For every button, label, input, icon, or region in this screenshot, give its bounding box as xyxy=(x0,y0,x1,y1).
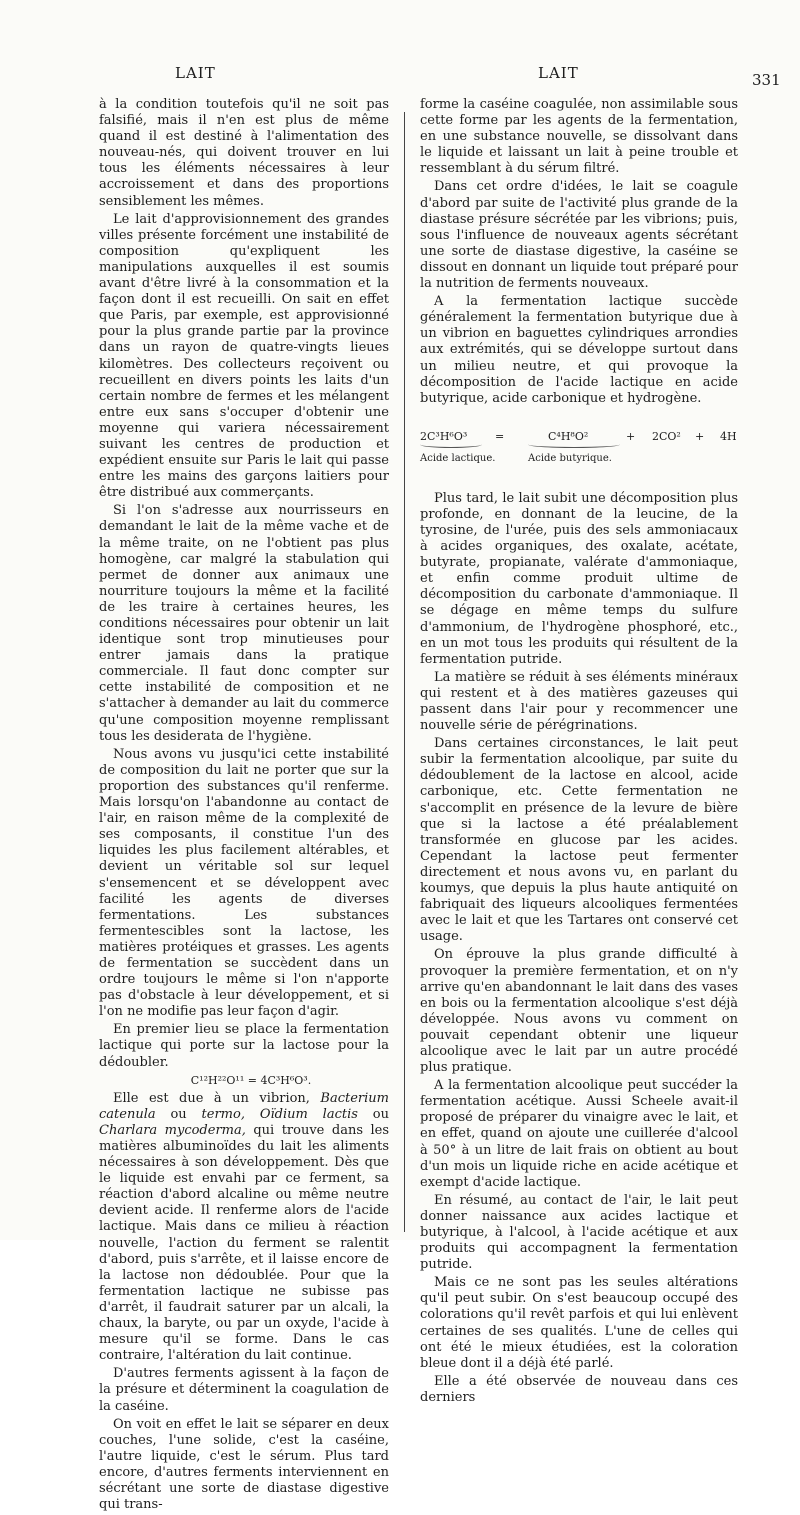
equation-rhs-3: 4H xyxy=(720,429,737,443)
right-column xyxy=(420,97,738,1408)
paragraph: On voit en effet le lait se séparer en deux couches, l'une solide, c'est la caséine, l'autre liquide, c'est le sérum. Plus tard encore, d'autres ferments interviennent en sécrétant une sorte de diastase digestive qui trans- xyxy=(99,1416,389,1513)
paragraph: Dans cet ordre d'idées, le lait se coagule d'abord par suite de l'activité plus grande de la diastase présure sécrétée par les vibrions; puis, sous l'influence de nouveaux agents sécrétant une sorte de diastase digestive, la caséine se dissout en donnant un liquide tout préparé pour la nutrition de ferments nouveaux. xyxy=(420,179,738,292)
equation-plus-1: + xyxy=(626,429,636,443)
left-column xyxy=(99,97,389,1515)
equation-rhs-1: C⁴H⁸O² xyxy=(548,429,589,443)
paragraph: Le lait d'approvisionnement des grandes villes présente forcément une instabilité de composition qu'expliquent les manipulations auxquelles il est soumis avant d'être livré à la consommation et la façon dont il est recueilli. On sait en effet que Paris, par exemple, est approvisionné pour la plus grande partie par la province dans un rayon de quatre-vingts lieues kilomètres. Des collecteurs reçoivent ou recueillent en divers points les laits d'un certain nombre de fermes et les mélangent entre eux sans s'occuper d'obtenir une moyenne qui variera nécessairement suivant les centres de production et expédient ensuite sur Paris le lait qui passe entre les mains des garçons laitiers pour être distribué aux commerçants. xyxy=(99,211,389,501)
paragraph: A la fermentation alcoolique peut succéder la fermentation acétique. Aussi Scheele avait-il proposé de préparer du vinaigre avec le lait, et en effet, quand on ajoute une cuillerée d'alcool à 50° à un litre de lait frais on obtient au bout d'un mois un liquide riche en acide acétique et exempt d'acide lactique. xyxy=(420,1078,738,1190)
paragraph: D'autres ferments agissent à la façon de la présure et déterminent la coagulation de la caséine. xyxy=(99,1366,389,1414)
paragraph: Plus tard, le lait subit une décomposition plus profonde, en donnant de la leucine, de la tyrosine, de l'urée, puis des sels ammoniacaux à acides organiques, des oxalate, acétate, butyrate, propianate, valérate d'ammoniaque, et enfin comme produit ultime de décomposition du carbonate d'ammoniaque. Il se dégage en même temps du sulfure d'ammonium, de l'hydrogène phosphoré, etc., en un mot tous les produits qui résultent de la fermentation putride. xyxy=(420,490,738,667)
paragraph: Elle a été observée de nouveau dans ces derniers xyxy=(420,1373,738,1405)
paragraph: forme la caséine coagulée, non assimilable sous cette forme par les agents de la fermentation, en une substance nouvelle, se dissolvant dans le liquide et laissant un lait à peine trouble et ressemblant à du sérum filtré. xyxy=(420,97,738,177)
running-head-right: LAIT xyxy=(538,64,579,82)
lactic-formula: C¹²H²²O¹¹ = 4C³H⁶O³. xyxy=(190,1073,312,1087)
running-head-left: LAIT xyxy=(175,64,216,82)
paragraph: Elle est due à un vibrion, Bacterium catenula ou termo, Oïdium lactis ou Charlara mycoderma, qui trouve dans les matières albuminoïdes du lait les aliments nécessaires à son développement. Dès que le liquide est envahi par ce ferment, sa réaction d'abord alcaline ou même neutre devient acide. Il renferme alors de l'acide lactique. Mais dans ce milieu à réaction nouvelle, l'action du ferment se ralentit d'abord, puis s'arrête, et il laisse encore de la lactose non dédoublée. Pour que la fermentation lactique ne subisse pas d'arrêt, il faudrait saturer par un alcali, la chaux, la baryte, ou par un oxyde, l'acide à mesure qu'il se forme. Dans le cas contraire, l'altération du lait continue. xyxy=(99,1090,390,1364)
paragraph: Mais ce ne sont pas les seules altérations qu'il peut subir. On s'est beaucoup occupé des colorations qu'il revêt parfois et qui lui enlèvent certaines de ses qualités. L'une de celles qui ont été le mieux étudiées, est la coloration bleue dont il a déjà été parlé. xyxy=(420,1275,738,1371)
page-number: 331 xyxy=(752,71,781,89)
label-acide-lactique: Acide lactique. xyxy=(420,452,496,464)
paragraph: à la condition toutefois qu'il ne soit pas falsifié, mais il n'en est plus de même quand il est destiné à l'alimentation des nouveau-nés, qui doivent trouver en lui tous les éléments nécessaires à leur accroissement et dans des proportions sensiblement les mêmes. xyxy=(99,97,389,209)
paragraph: La matière se réduit à ses éléments minéraux qui restent et à des matières gazeuses qui passent dans l'air pour y recommencer une nouvelle série de pérégrinations. xyxy=(420,669,738,734)
equation-lhs: 2C³H⁶O³ xyxy=(420,429,468,443)
brace-lhs xyxy=(420,441,482,448)
paragraph: Nous avons vu jusqu'ici cette instabilité de composition du lait ne porter que sur la proportion des substances qu'il renferme. Mais lorsqu'on l'abandonne au contact de l'air, en raison même de la complexité de ses composants, il constitue l'un des liquides les plus facilement altérables, et devient un véritable sol sur lequel s'ensemencent et se développent avec facilité les agents de diverses fermentations. Les substances fermentescibles sont la lactose, les matières protéiques et grasses. Les agents de fermentation se succèdent dans un ordre toujours le même si l'on n'apporte pas d'obstacle à leur développement, et si l'on ne modifie pas leur façon d'agir. xyxy=(99,746,389,1020)
butyric-equation xyxy=(420,427,738,475)
column-divider xyxy=(404,112,405,1232)
brace-rhs xyxy=(528,441,620,448)
paragraph: En premier lieu se place la fermentation lactique qui porte sur la lactose pour la dédoubler. xyxy=(99,1022,389,1070)
equation-plus-2: + xyxy=(695,429,705,443)
paragraph: A la fermentation lactique succède généralement la fermentation butyrique due à un vibrion en baguettes cylindriques arrondies aux extrémités, qui se développe surtout dans un milieu neutre, et qui provoque la décomposition de l'acide lactique en acide butyrique, acide carbonique et hydrogène. xyxy=(420,294,738,406)
paragraph: Dans certaines circonstances, le lait peut subir la fermentation alcoolique, par suite du dédoublement de la lactose en alcool, acide carbonique, etc. Cette fermentation ne s'accomplit en présence de la levure de bière que si la lactose a été préalablement transformée en glucose par les acides. Cependant la lactose peut fermenter directement et nous avons vu, en parlant du koumys, que depuis la plus haute antiquité on fabriquait des liqueurs alcooliques fermentées avec le lait et que les Tartares ont conservé cet usage. xyxy=(420,736,738,945)
paragraph: On éprouve la plus grande difficulté à provoquer la première fermentation, et on n'y arrive qu'en abandonnant le lait dans des vases en bois ou la fermentation alcoolique s'est déjà développée. Nous avons vu comment on pouvait cependant obtenir une liqueur alcoolique avec le lait par un autre procédé plus pratique. xyxy=(420,947,738,1076)
paragraph: En résumé, au contact de l'air, le lait peut donner naissance aux acides lactique et butyrique, à l'alcool, à l'acide acétique et aux produits qui accompagnent la fermentation putride. xyxy=(420,1192,738,1273)
equation-rhs-2: 2CO² xyxy=(652,429,681,443)
label-acide-butyrique: Acide butyrique. xyxy=(528,452,612,464)
equation-equals: = xyxy=(495,429,505,443)
paragraph: Si l'on s'adresse aux nourrisseurs en demandant le lait de la même vache et de la même traite, on ne l'obtient pas plus homogène, car malgré la stabulation qui permet de donner aux animaux une nourriture toujours la même et la facilité de les traire à certaines heures, les conditions nécessaires pour obtenir un lait identique sont trop minutieuses pour entrer jamais dans la pratique commerciale. Il faut donc compter sur cette instabilité de composition et ne s'attacher à demander au lait du commerce qu'une composition moyenne remplissant tous les desiderata de l'hygiène. xyxy=(99,503,389,744)
